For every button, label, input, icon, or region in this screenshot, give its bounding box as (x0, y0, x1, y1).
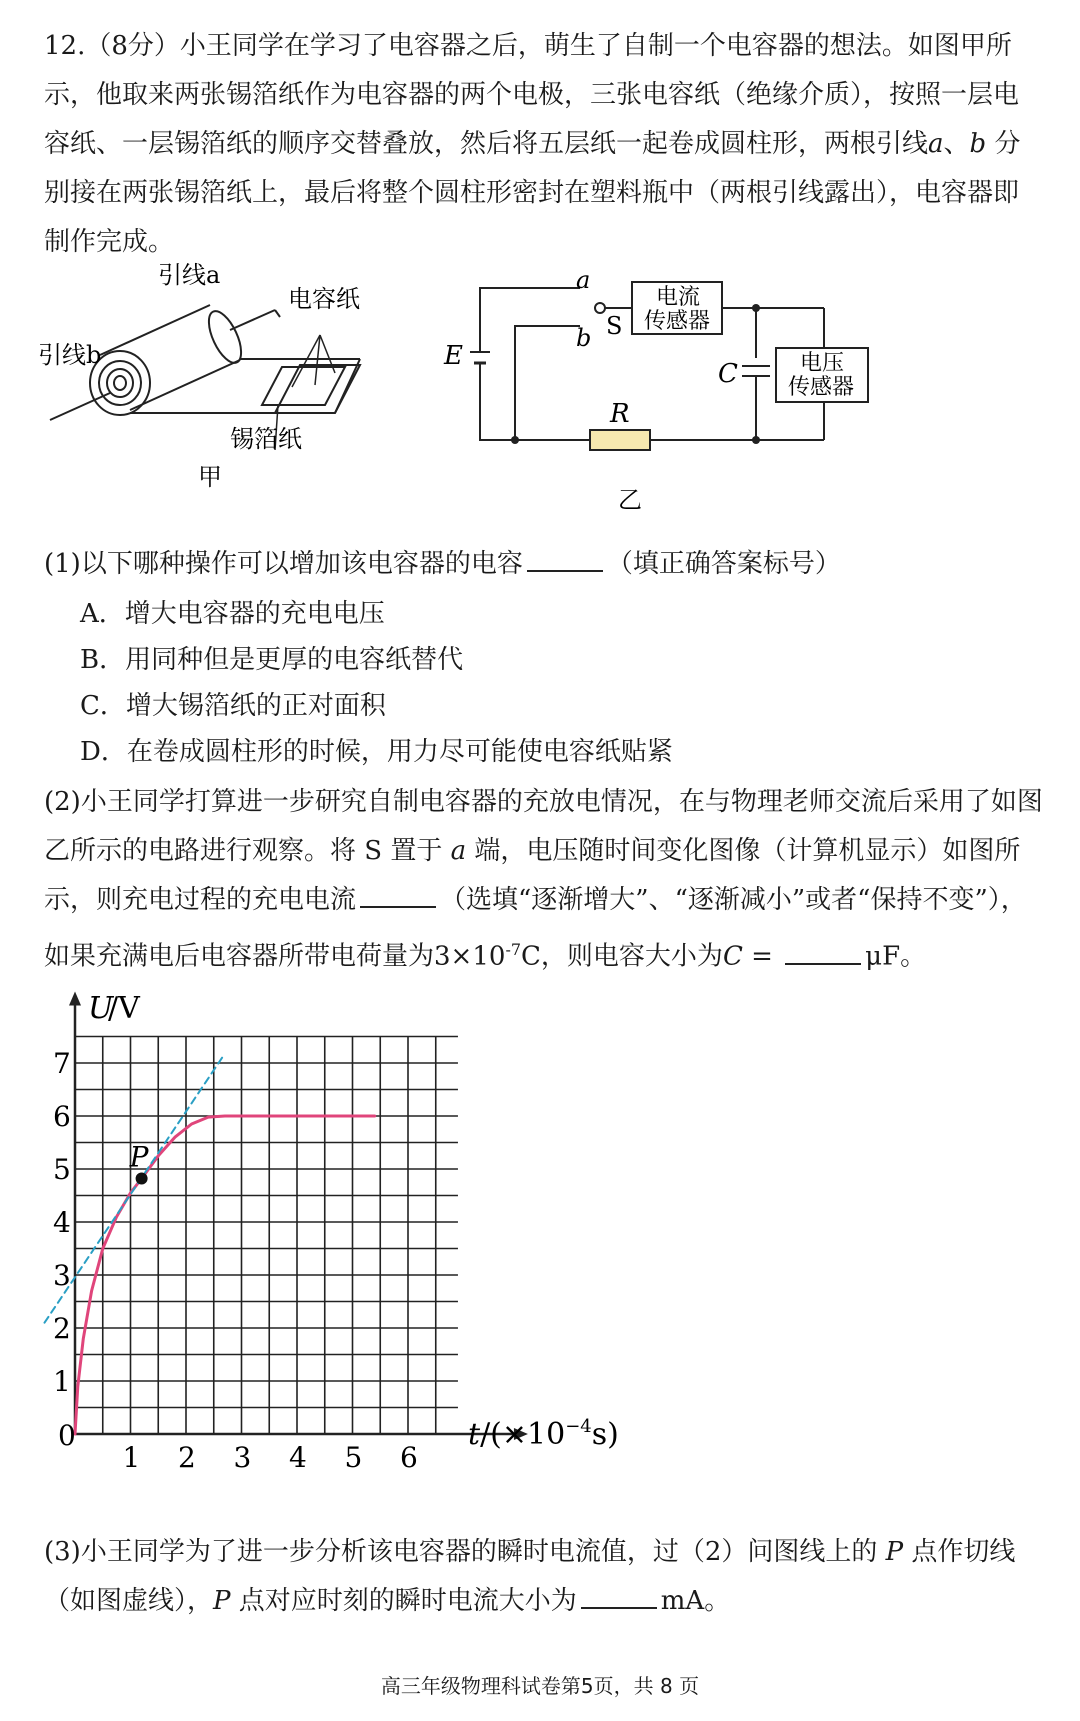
chart-axes (69, 992, 528, 1441)
question-number: 12. (44, 31, 86, 61)
x-tick-label: 6 (400, 1441, 418, 1474)
x-tick-label: 3 (233, 1441, 252, 1474)
question-score: （8分） (85, 31, 180, 61)
chart-grid (75, 1037, 458, 1435)
label-lead-b: 引线b (38, 341, 102, 369)
option-c: C．增大锡箔纸的正对面积 (80, 691, 386, 721)
x-axis-var: t (468, 1417, 481, 1452)
page-footer: 高三年级物理科试卷第5页，共 8 页 (380, 1674, 700, 1698)
capacitor-roll-drawing (50, 305, 360, 450)
switch-pivot (595, 303, 605, 313)
x-tick-label: 2 (178, 1441, 196, 1474)
circuit-label-b: b (576, 324, 592, 352)
ut-chart (40, 991, 619, 1512)
circuit-label-S: S (606, 312, 623, 340)
part1-stem-text: (1)以下哪种操作可以增加该电容器的电容 (44, 549, 523, 579)
part3-line2-start: （如图虚线）， (44, 1586, 214, 1616)
part1-answer-blank[interactable] (527, 548, 603, 572)
y-tick-label: 6 (53, 1100, 71, 1133)
capacitance-symbol: C (722, 941, 743, 972)
equals-sign: = (742, 941, 782, 972)
y-tick-label: 1 (53, 1365, 71, 1398)
part2-line3-start: 示，则充电过程的充电电流 (44, 885, 357, 915)
part1-stem-hint: （填正确答案标号） (606, 549, 841, 579)
part3-point-P: P (885, 1537, 904, 1567)
y-axis-arrow (69, 992, 81, 1006)
part2-line1: (2)小王同学打算进一步研究自制电容器的充放电情况，在与物理老师交流后采用了如图 (44, 787, 1043, 817)
y-tick-label: 4 (53, 1206, 71, 1239)
foil-strip-1 (262, 367, 345, 405)
x-tick-label: 5 (344, 1441, 363, 1474)
question-intro-text: 小王同学在学习了电容器之后，萌生了自制一个电容器的想法。如图甲所示，他取来两张锡箔纸作为电容器的两个电极，三张电容纸（绝缘介质），按照一层电容纸、一层锡箔纸的顺序交替叠放，然后将五层纸一起卷成圆柱形，两根引线 (44, 31, 1020, 159)
part2-line2-start: 乙所示的电路进行观察。将 S 置于 (44, 836, 451, 866)
circuit-label-E: E (444, 341, 463, 371)
point-P-label: P (129, 1140, 149, 1174)
circuit-label-C: C (718, 359, 738, 389)
part2-current-blank[interactable] (360, 884, 436, 908)
point-P-marker (136, 1173, 148, 1185)
y-tick-label: 5 (53, 1153, 71, 1186)
part2-text (44, 778, 1044, 982)
figure-jia (30, 255, 420, 495)
current-sensor-line2: 传感器 (644, 309, 711, 334)
resistor-R (590, 430, 650, 450)
part3-line1-start: (3)小王同学为了进一步分析该电容器的瞬时电流值，过（2）问图线上的 (44, 1537, 886, 1567)
circuit-label-R: R (610, 399, 630, 429)
current-sensor-line1: 电流 (656, 285, 701, 310)
capacitance-unit: μF。 (865, 941, 927, 972)
part2-line4-start: 果充满电后电容器所带电荷量为3×10 (70, 941, 506, 972)
chart-tick-labels (53, 1047, 418, 1474)
part3-current-blank[interactable] (581, 1585, 657, 1609)
charge-exponent: -7 (505, 940, 522, 959)
question-intro (44, 22, 1044, 267)
figure-jia-caption: 甲 (198, 463, 222, 491)
y-axis-unit: /V (108, 991, 140, 1026)
wire-b-branch (515, 326, 580, 440)
y-axis-var: U (88, 991, 114, 1026)
option-d: D．在卷成圆柱形的时候，用力尽可能使电容纸贴紧 (80, 737, 673, 767)
figure-yi-caption: 乙 (618, 486, 642, 514)
part2-capacitance-blank[interactable] (785, 941, 861, 965)
voltage-sensor-line1: 电压 (800, 351, 845, 376)
x-axis-end: s) (591, 1417, 619, 1452)
part3-line2-mid: 点对应时刻的瞬时电流大小为 (230, 1586, 577, 1616)
option-b: B．用同种但是更厚的电容纸替代 (80, 645, 464, 675)
label-tin-foil: 锡箔纸 (230, 425, 302, 453)
part1-stem (44, 540, 1044, 589)
lead-a-wire (230, 310, 275, 330)
tangent-line (45, 1058, 223, 1323)
origin-label: 0 (58, 1419, 76, 1452)
intro-separator: 、 (943, 129, 970, 159)
y-tick-label: 2 (53, 1312, 71, 1345)
part2-switch-a: a (450, 836, 467, 866)
figure-yi-circuit (444, 266, 950, 518)
label-lead-a: 引线a (158, 261, 221, 289)
voltage-sensor-line2: 传感器 (788, 375, 855, 400)
part3-text (44, 1528, 1044, 1626)
x-axis-unit: /(×10 (480, 1417, 566, 1452)
part2-line3-end: （选填“逐渐增大”、“逐渐减小”或者“保持不变”），如 (44, 885, 1027, 972)
x-axis-label (468, 1416, 619, 1452)
part3-line1-end: 点作切线 (903, 1537, 1016, 1567)
x-axis-exp: −4 (565, 1416, 592, 1437)
wire-battery-to-a (480, 288, 580, 352)
circuit-label-a: a (576, 266, 591, 294)
y-tick-label: 7 (53, 1047, 71, 1080)
part3-point-P2: P (213, 1586, 231, 1616)
option-a: A．增大电容器的充电电压 (80, 599, 385, 629)
lead-b-symbol: b (969, 129, 987, 159)
part2-line4-mid: C，则电容大小为 (521, 941, 723, 972)
y-tick-label: 3 (53, 1259, 71, 1292)
x-tick-label: 1 (122, 1441, 141, 1474)
question-intro-end: 分别接在两张锡箔纸上，最后将整个圆柱形密封在塑料瓶中（两根引线露出），电容器即制作完成。 (44, 129, 1021, 257)
x-tick-label: 4 (289, 1441, 307, 1474)
label-capacitor-paper: 电容纸 (288, 285, 360, 313)
lead-a-symbol: a (928, 129, 944, 159)
part3-unit: mA。 (660, 1586, 731, 1616)
part2-line2-end: 端，电压随时间变化图像（计算机显示）如图所 (466, 836, 1021, 866)
